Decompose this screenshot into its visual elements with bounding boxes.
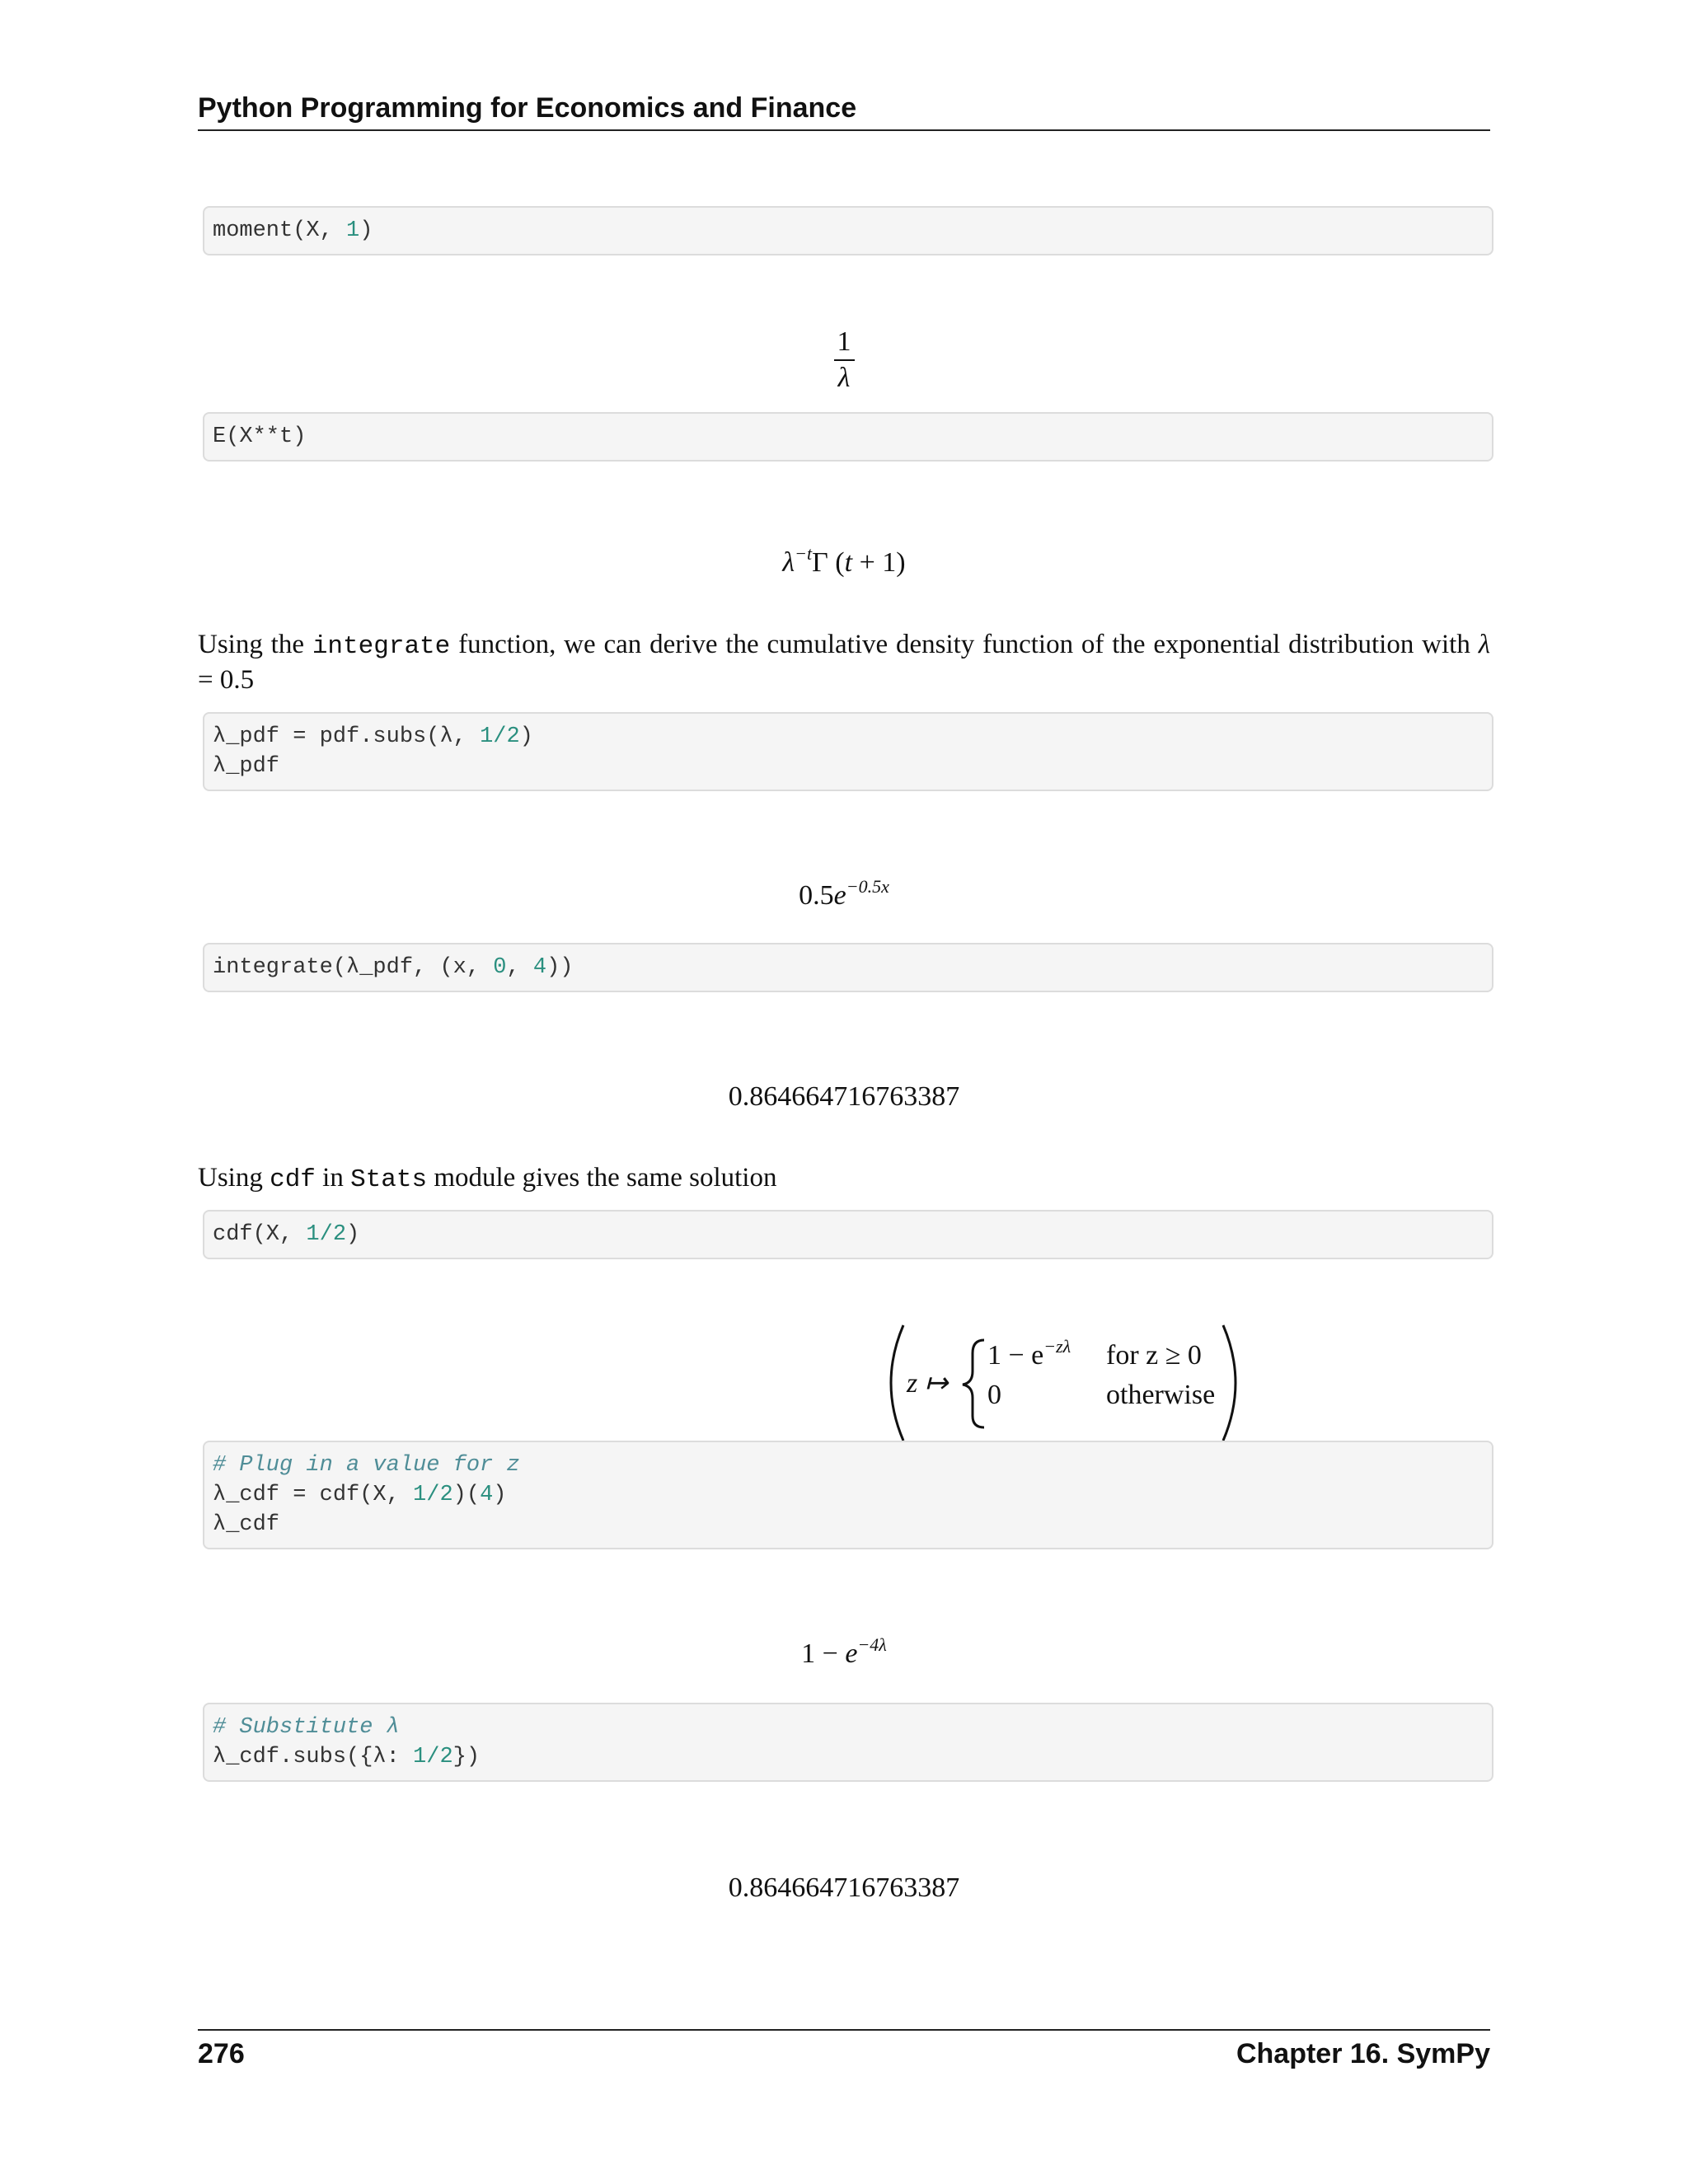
case-1-condition: for z ≥ 0	[1106, 1340, 1202, 1371]
output-cdf-at-4	[198, 1634, 1490, 1670]
code-number: 1/2	[480, 724, 520, 749]
paragraph-integrate	[198, 628, 1490, 696]
code-text: λ_cdf = cdf(X,	[213, 1483, 414, 1507]
code-number: 1/2	[306, 1222, 347, 1247]
code-text: integrate(λ_pdf, (x,	[213, 955, 494, 980]
inline-code: integrate	[312, 632, 451, 661]
paragraph-text: in	[315, 1163, 351, 1193]
header-rule	[198, 129, 1490, 131]
math-superscript: −zλ	[1043, 1336, 1071, 1357]
code-text: )(	[452, 1483, 481, 1507]
inline-code: cdf	[270, 1165, 316, 1194]
code-text: )	[519, 724, 533, 749]
code-number: 4	[532, 955, 547, 980]
code-cell-expectation[interactable]	[203, 412, 1493, 462]
code-cell-substitute[interactable]	[203, 1703, 1493, 1782]
code-number: 1	[346, 218, 360, 243]
code-comment: # Substitute λ	[213, 1715, 400, 1740]
code-number: 1/2	[413, 1745, 453, 1769]
code-text: λ_cdf.subs({λ:	[213, 1745, 414, 1769]
output-substitute	[198, 1872, 1490, 1904]
code-text: )	[493, 1483, 507, 1507]
code-number: 4	[480, 1483, 494, 1507]
output-pdf	[198, 876, 1490, 912]
math-text: Γ (	[812, 547, 845, 578]
code-text: λ_pdf = pdf.subs(λ,	[213, 724, 481, 749]
code-text: E(X**t)	[213, 424, 307, 449]
paragraph-text: function, we can derive the cumulative density function of the exponential distribution with	[450, 630, 1479, 659]
fraction-denominator: λ	[837, 363, 851, 393]
case-1-expression	[987, 1336, 1071, 1371]
code-cell-cdf[interactable]	[203, 1210, 1493, 1259]
output-expectation	[198, 543, 1490, 579]
math-symbol: t	[844, 547, 853, 578]
code-comment: # Plug in a value for z	[213, 1453, 520, 1478]
chapter-title: Chapter 16. SymPy	[1236, 2038, 1490, 2069]
code-text: λ_cdf	[213, 1512, 280, 1537]
math-symbol: e	[845, 1638, 858, 1669]
code-number: 1/2	[413, 1483, 453, 1507]
math-value: 0.864664716763387	[728, 1872, 960, 1903]
code-text: moment(X,	[213, 218, 347, 243]
code-text: )	[346, 1222, 360, 1247]
math-symbol: e	[833, 880, 846, 911]
code-text: λ_pdf	[213, 754, 280, 779]
math-text: + 1)	[852, 547, 906, 578]
code-cell-pdf-subs[interactable]	[203, 712, 1493, 791]
paragraph-text: Using the	[198, 630, 312, 659]
output-cdf-piecewise	[198, 1317, 1490, 1449]
case-2-expression: 0	[987, 1380, 1001, 1410]
fraction	[834, 325, 855, 396]
math-text: 0.5	[799, 880, 834, 911]
fraction-numerator: 1	[834, 325, 855, 361]
paragraph-text: module gives the same solution	[427, 1163, 777, 1193]
math-superscript: −4λ	[857, 1634, 887, 1655]
math-symbol: λ	[1478, 630, 1490, 659]
code-text: ))	[546, 955, 574, 980]
math-text: 1 −	[801, 1638, 846, 1669]
code-text: cdf(X,	[213, 1222, 307, 1247]
code-text: ,	[506, 955, 533, 980]
paragraph-text: Using	[198, 1163, 270, 1193]
code-cell-moment[interactable]	[203, 206, 1493, 255]
code-text: )	[359, 218, 373, 243]
code-cell-plug-value[interactable]	[203, 1441, 1493, 1549]
paragraph-cdf	[198, 1161, 1490, 1197]
math-text: = 0.5	[198, 665, 255, 695]
math-mapsto: z ↦	[907, 1368, 949, 1399]
page-number: 276	[198, 2038, 245, 2069]
math-symbol: λ	[782, 547, 795, 578]
math-superscript: −t	[795, 543, 813, 564]
math-superscript: −0.5x	[846, 876, 889, 897]
output-moment	[198, 325, 1490, 396]
code-text: })	[452, 1745, 481, 1769]
math-text: 1 − e	[987, 1340, 1044, 1371]
code-number: 0	[493, 955, 507, 980]
math-value: 0.864664716763387	[728, 1081, 960, 1112]
running-header-title: Python Programming for Economics and Finance	[198, 92, 857, 124]
footer-rule	[198, 2029, 1490, 2031]
inline-code: Stats	[350, 1165, 428, 1194]
case-2-condition: otherwise	[1106, 1380, 1216, 1410]
code-cell-integrate[interactable]	[203, 943, 1493, 992]
output-integrate	[198, 1081, 1490, 1113]
